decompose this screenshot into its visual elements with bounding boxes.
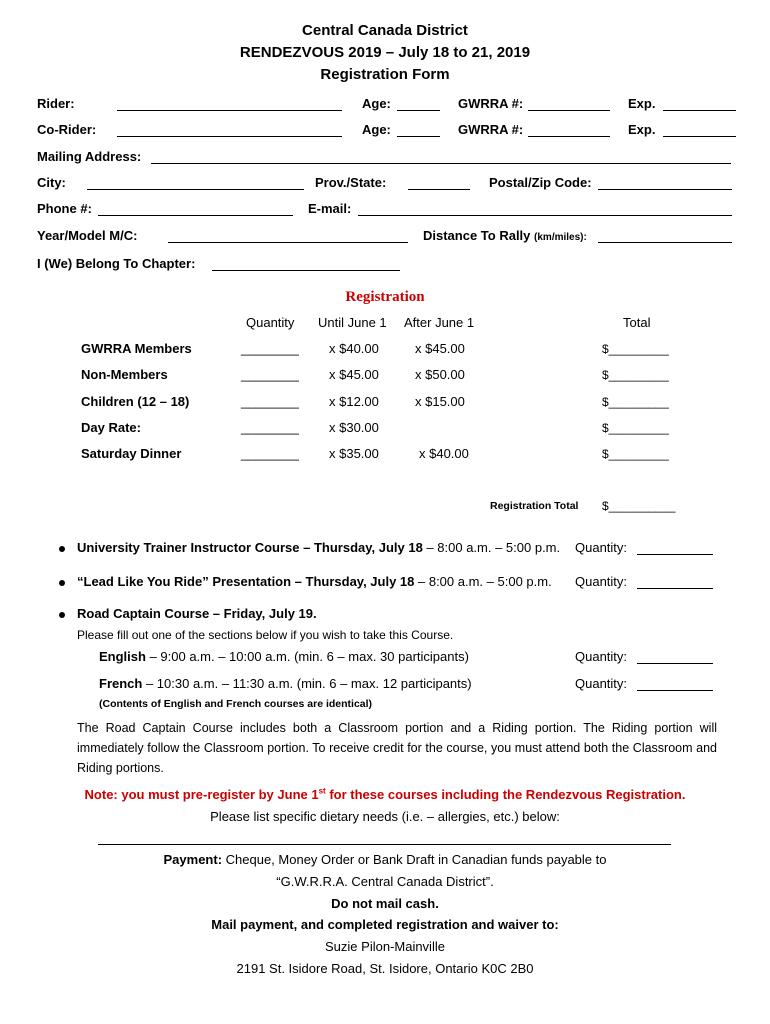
row-nonmembers-until: x $45.00 [329, 367, 379, 382]
row-dinner-qty[interactable]: ________ [241, 446, 299, 461]
rider-age-label: Age: [362, 96, 391, 111]
french-label: French [99, 676, 143, 691]
co-rider-gwrra-field[interactable] [528, 123, 610, 137]
rider-label: Rider: [37, 96, 75, 111]
payment-text: Cheque, Money Order or Bank Draft in Canadian funds payable to [222, 852, 607, 867]
city-field[interactable] [87, 176, 304, 190]
co-rider-age-label: Age: [362, 122, 391, 137]
distance-unit: (km/miles): [534, 232, 587, 243]
payee-line: “G.W.R.R.A. Central Canada District”. [276, 874, 494, 889]
col-quantity-header: Quantity [246, 315, 295, 330]
co-rider-field[interactable] [117, 123, 342, 137]
english-details: – 9:00 a.m. – 10:00 a.m. (min. 6 – max. 30 participants) [145, 649, 469, 664]
preregister-note-part2: for these courses including the Rendezvous Registration. [325, 787, 686, 802]
road-captain-paragraph: The Road Captain Course includes both a Classroom portion and a Riding portion. The Riding portion will immediately follow the Classroom portion. To receive credit for the course, you must attend both the Classroom and Riding portions. [77, 721, 717, 775]
course-1-quantity-label: Quantity: [575, 540, 628, 555]
recipient-name: Suzie Pilon-Mainville [325, 939, 445, 954]
identical-note: (Contents of English and French courses are identical) [99, 698, 373, 710]
col-after-header: After June 1 [404, 315, 475, 330]
course-1 [77, 540, 560, 555]
row-children-until: x $12.00 [329, 394, 379, 409]
row-children-after: x $15.00 [415, 394, 465, 409]
course-1-title: University Trainer Instructor Course – Thursday, July 18 [77, 540, 423, 555]
bullet-icon [59, 580, 65, 586]
row-gwrra-label: GWRRA Members [81, 341, 192, 356]
row-gwrra-after: x $45.00 [415, 341, 465, 356]
co-rider-age-field[interactable] [397, 123, 440, 137]
french-quantity-label: Quantity: [575, 676, 628, 691]
course-2-title: “Lead Like You Ride” Presentation – Thursday, July 18 [77, 574, 415, 589]
course-3-note: Please fill out one of the sections below if you wish to take this Course. [77, 628, 454, 642]
col-until-header: Until June 1 [318, 315, 387, 330]
row-nonmembers-after: x $50.00 [415, 367, 465, 382]
row-children-qty[interactable]: ________ [241, 394, 299, 409]
prov-state-field[interactable] [408, 176, 470, 190]
postal-code-label: Postal/Zip Code: [489, 175, 592, 190]
english-session [99, 649, 469, 664]
city-label: City: [37, 175, 66, 190]
header-line-2: RENDEZVOUS 2019 – July 18 to 21, 2019 [239, 44, 531, 61]
course-1-quantity-field[interactable] [637, 541, 713, 555]
co-rider-exp-field[interactable] [663, 123, 736, 137]
english-quantity-label: Quantity: [575, 649, 628, 664]
row-gwrra-total[interactable]: $_________ [602, 342, 669, 356]
mail-to-line: Mail payment, and completed registration and waiver to: [211, 917, 559, 932]
course-2-quantity-field[interactable] [637, 575, 713, 589]
dietary-prompt: Please list specific dietary needs (i.e. – allergies, etc.) below: [210, 809, 560, 824]
row-nonmembers-total[interactable]: $_________ [602, 368, 669, 382]
mailing-address-field[interactable] [151, 150, 731, 164]
registration-total-label: Registration Total [490, 500, 579, 512]
bullet-icon [59, 612, 65, 618]
co-rider-label: Co-Rider: [37, 122, 97, 137]
postal-code-field[interactable] [598, 176, 732, 190]
english-label: English [99, 649, 146, 664]
distance-field[interactable] [598, 229, 732, 243]
co-rider-gwrra-label: GWRRA #: [458, 122, 524, 137]
row-gwrra-qty[interactable]: ________ [241, 341, 299, 356]
distance-label-group [423, 228, 587, 243]
recipient-address: 2191 St. Isidore Road, St. Isidore, Ontario K0C 2B0 [236, 961, 534, 976]
course-3-title: Road Captain Course – Friday, July 19. [77, 606, 317, 621]
french-session [99, 676, 472, 691]
rider-field[interactable] [117, 97, 342, 111]
french-details: – 10:30 a.m. – 11:30 a.m. (min. 6 – max. 12 participants) [142, 676, 472, 691]
distance-label: Distance To Rally [423, 228, 531, 243]
dietary-field[interactable] [98, 831, 671, 845]
row-dayrate-label: Day Rate: [81, 420, 141, 435]
co-rider-exp-label: Exp. [628, 122, 656, 137]
phone-field[interactable] [98, 202, 293, 216]
prov-state-label: Prov./State: [315, 175, 387, 190]
phone-label: Phone #: [37, 201, 92, 216]
rider-age-field[interactable] [397, 97, 440, 111]
course-1-time: – 8:00 a.m. – 5:00 p.m. [422, 540, 561, 555]
row-dayrate-until: x $30.00 [329, 420, 379, 435]
english-quantity-field[interactable] [637, 650, 713, 664]
header-line-1: Central Canada District [302, 22, 468, 39]
chapter-label: I (We) Belong To Chapter: [37, 256, 196, 271]
row-children-label: Children (12 – 18) [81, 394, 190, 409]
bullet-icon [59, 546, 65, 552]
email-label: E-mail: [308, 201, 352, 216]
header-line-3: Registration Form [320, 66, 450, 83]
registration-heading: Registration [345, 289, 425, 305]
year-model-field[interactable] [168, 229, 408, 243]
course-2-time: – 8:00 a.m. – 5:00 p.m. [414, 574, 552, 589]
row-dayrate-total[interactable]: $_________ [602, 421, 669, 435]
course-2-quantity-label: Quantity: [575, 574, 628, 589]
row-nonmembers-qty[interactable]: ________ [241, 367, 299, 382]
year-model-label: Year/Model M/C: [37, 228, 138, 243]
row-dinner-total[interactable]: $_________ [602, 447, 669, 461]
email-field[interactable] [358, 202, 732, 216]
mailing-address-label: Mailing Address: [37, 149, 142, 164]
payment-label: Payment: [163, 852, 223, 867]
row-children-total[interactable]: $_________ [602, 395, 669, 409]
registration-total-field[interactable]: $__________ [602, 499, 676, 513]
course-2 [77, 574, 552, 589]
row-dinner-label: Saturday Dinner [81, 446, 182, 461]
rider-gwrra-label: GWRRA #: [458, 96, 524, 111]
payment-line [0, 852, 770, 867]
rider-gwrra-field[interactable] [528, 97, 610, 111]
preregister-note-sup: st [318, 786, 326, 796]
preregister-note [0, 787, 770, 802]
row-nonmembers-label: Non-Members [81, 367, 168, 382]
row-gwrra-until: x $40.00 [329, 341, 379, 356]
no-cash-line: Do not mail cash. [331, 896, 439, 911]
chapter-field[interactable] [212, 257, 400, 271]
row-dayrate-qty[interactable]: ________ [241, 420, 299, 435]
rider-exp-label: Exp. [628, 96, 656, 111]
col-total-header: Total [623, 315, 651, 330]
french-quantity-field[interactable] [637, 677, 713, 691]
rider-exp-field[interactable] [663, 97, 736, 111]
row-dinner-after: x $40.00 [419, 446, 469, 461]
row-dinner-until: x $35.00 [329, 446, 379, 461]
preregister-note-part1: Note: you must pre-register by June 1 [84, 787, 319, 802]
